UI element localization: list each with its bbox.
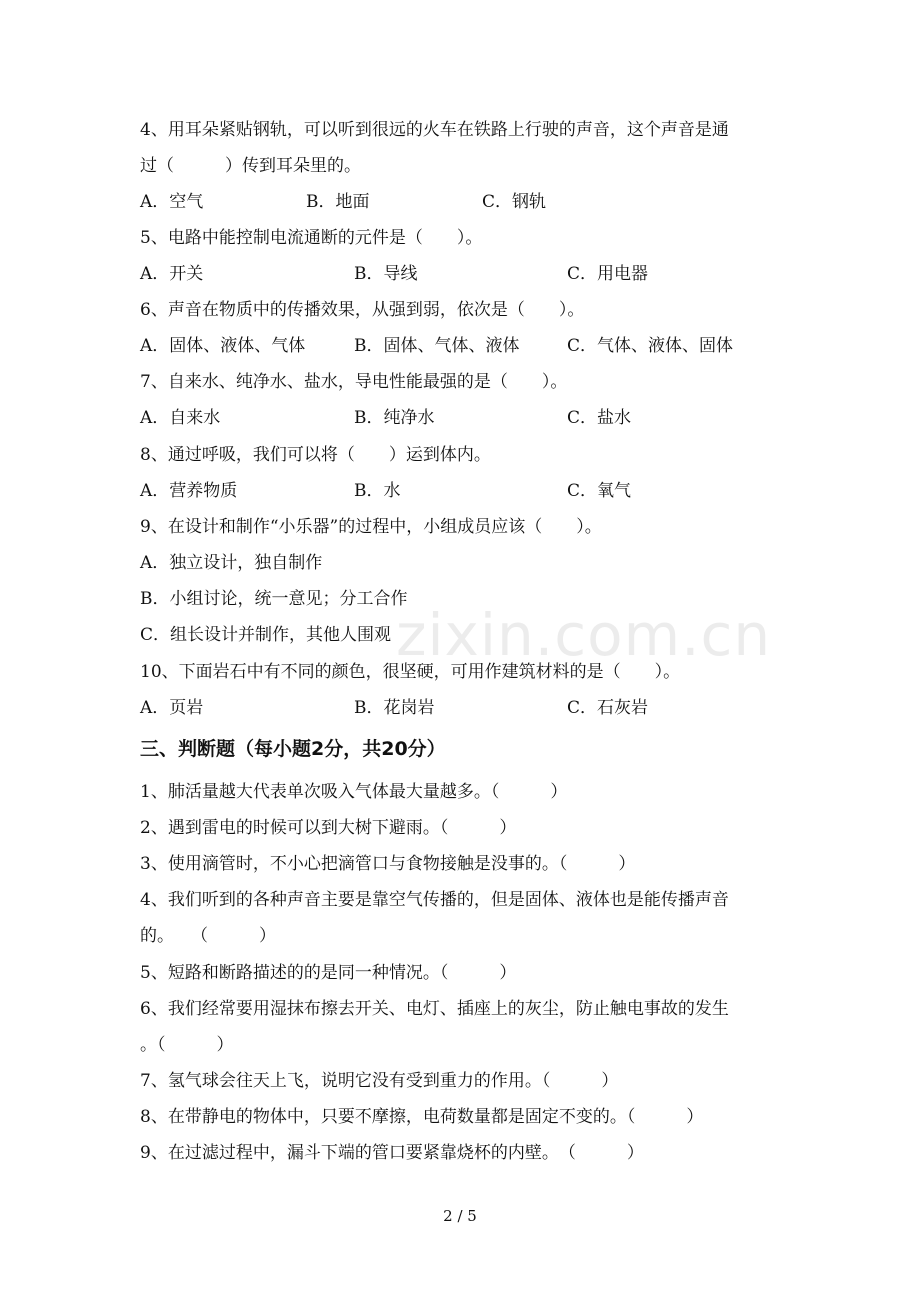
question-4-option-c: C．钢轨 — [482, 192, 547, 212]
question-8-stem: 8、通过呼吸，我们可以将（ ）运到体内。 — [140, 445, 491, 465]
judge-item-9: 9、在过滤过程中，漏斗下端的管口要紧靠烧杯的内壁。 （ ） — [140, 1143, 644, 1163]
question-10-option-a: A．页岩 — [140, 698, 204, 718]
question-7-option-a: A．自来水 — [140, 408, 221, 428]
judge-item-4-line-2: 的。 （ ） — [140, 926, 276, 946]
question-7-option-b: B．纯净水 — [354, 408, 435, 428]
question-8-option-a: A．营养物质 — [140, 481, 238, 501]
question-5-stem: 5、电路中能控制电流通断的元件是（ ）。 — [140, 228, 483, 248]
question-4-line-2: 过（ ）传到耳朵里的。 — [140, 156, 361, 176]
judge-item-5: 5、短路和断路描述的的是同一种情况。（ ） — [140, 963, 517, 983]
question-9-option-c: C．组长设计并制作，其他人围观 — [140, 625, 392, 645]
judge-item-4-line-1: 4、我们听到的各种声音主要是靠空气传播的，但是固体、液体也是能传播声音 — [140, 890, 729, 910]
question-6-stem: 6、声音在物质中的传播效果，从强到弱，依次是（ ）。 — [140, 300, 585, 320]
judge-item-6-line-2: 。（ ） — [140, 1035, 234, 1055]
judge-item-8: 8、在带静电的物体中，只要不摩擦，电荷数量都是固定不变的。（ ） — [140, 1107, 704, 1127]
question-4-option-a: A．空气 — [140, 192, 204, 212]
question-6-option-a: A．固体、液体、气体 — [140, 336, 306, 356]
judge-item-6-line-1: 6、我们经常要用湿抹布擦去开关、电灯、插座上的灰尘，防止触电事故的发生 — [140, 999, 729, 1019]
section-3-heading: 三、判断题（每小题2分，共20分） — [140, 738, 446, 760]
question-8-option-c: C．氧气 — [567, 481, 632, 501]
question-4-line-1: 4、用耳朵紧贴钢轨，可以听到很远的火车在铁路上行驶的声音，这个声音是通 — [140, 120, 729, 140]
question-9-option-a: A．独立设计，独自制作 — [140, 553, 323, 573]
question-9-option-b: B．小组讨论，统一意见；分工合作 — [140, 589, 408, 609]
question-9-stem: 9、在设计和制作“小乐器”的过程中，小组成员应该（ ）。 — [140, 517, 602, 537]
question-10-option-c: C．石灰岩 — [567, 698, 649, 718]
question-6-option-b: B．固体、气体、液体 — [354, 336, 520, 356]
question-4-option-b: B．地面 — [306, 192, 370, 212]
watermark: zixin.com.cn — [396, 601, 772, 669]
question-10-option-b: B．花岗岩 — [354, 698, 435, 718]
question-6-option-c: C．气体、液体、固体 — [567, 336, 734, 356]
question-5-option-a: A．开关 — [140, 264, 204, 284]
judge-item-3: 3、使用滴管时，不小心把滴管口与食物接触是没事的。（ ） — [140, 854, 636, 874]
page-number: 2 / 5 — [443, 1207, 477, 1225]
question-8-option-b: B．水 — [354, 481, 401, 501]
judge-item-7: 7、氢气球会往天上飞，说明它没有受到重力的作用。（ ） — [140, 1071, 619, 1091]
question-7-option-c: C．盐水 — [567, 408, 632, 428]
question-5-option-c: C．用电器 — [567, 264, 649, 284]
question-5-option-b: B．导线 — [354, 264, 418, 284]
judge-item-1: 1、肺活量越大代表单次吸入气体最大量越多。（ ） — [140, 782, 568, 802]
judge-item-2: 2、遇到雷电的时候可以到大树下避雨。（ ） — [140, 818, 517, 838]
question-7-stem: 7、自来水、纯净水、盐水，导电性能最强的是（ ）。 — [140, 372, 568, 392]
question-10-stem: 10、下面岩石中有不同的颜色，很坚硬，可用作建筑材料的是（ ）。 — [140, 662, 681, 682]
